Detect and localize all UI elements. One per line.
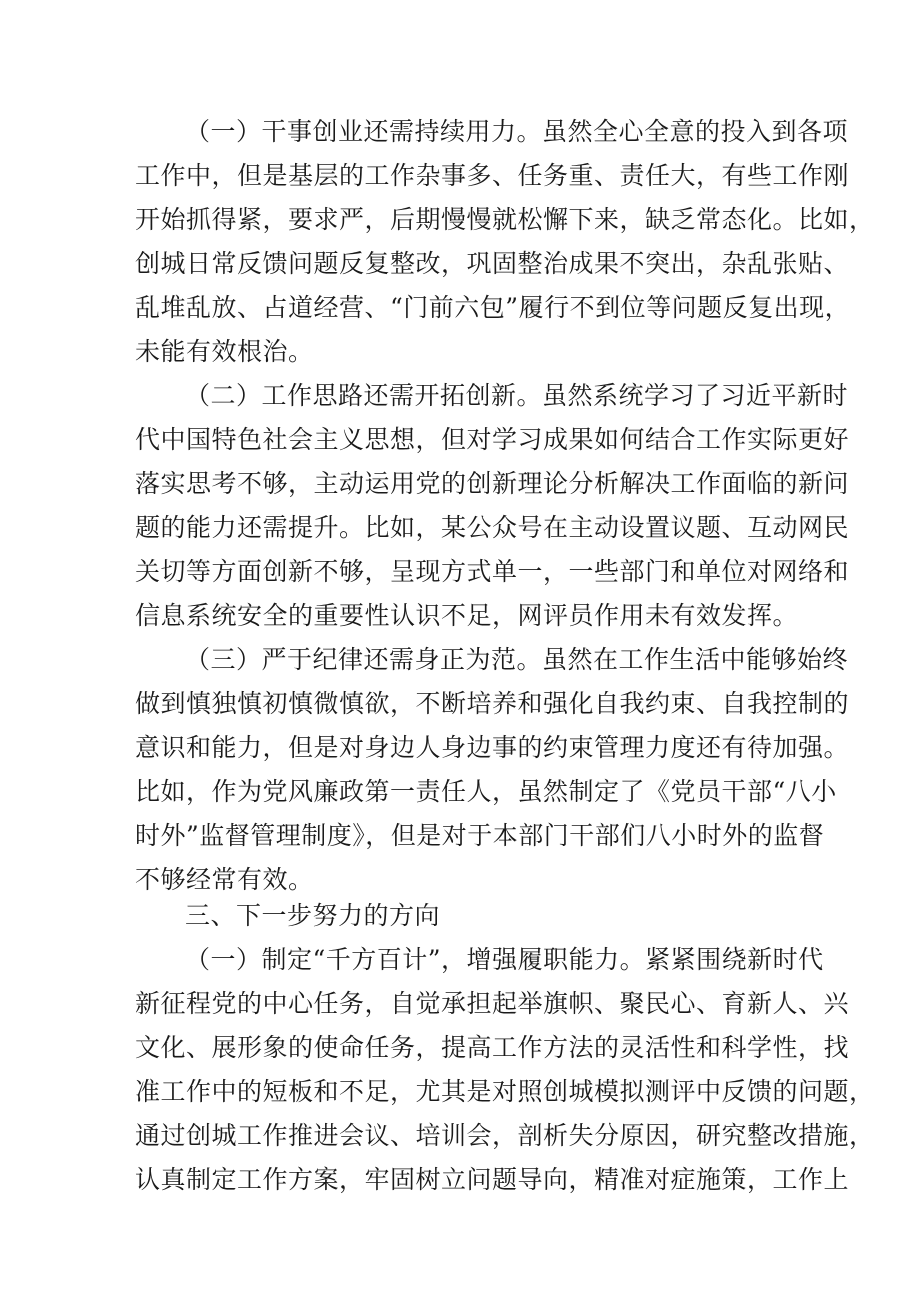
paragraph-line: （一）干事创业还需持续用力。虽然全心全意的投入到各项 (185, 117, 849, 146)
paragraph-line: 做到慎独慎初慎微慎欲，不断培养和强化自我约束、自我控制的 (135, 689, 850, 718)
paragraph-line: （三）严于纪律还需身正为范。虽然在工作生活中能够始终 (185, 645, 849, 674)
paragraph-line: 开始抓得紧，要求严，后期慢慢就松懈下来，缺乏常态化。比如， (135, 205, 875, 234)
paragraph-line: 新征程党的中心任务，自觉承担起举旗帜、聚民心、育新人、兴 (135, 989, 850, 1018)
paragraph-line: 准工作中的短板和不足，尤其是对照创城模拟测评中反馈的问题， (135, 1077, 875, 1106)
section-heading: 三、下一步努力的方向 (185, 901, 441, 930)
paragraph-line: 意识和能力，但是对身边人身边事的约束管理力度还有待加强。 (135, 733, 850, 762)
paragraph-line: 关切等方面创新不够，呈现方式单一，一些部门和单位对网络和 (135, 557, 850, 586)
paragraph-line: 通过创城工作推进会议、培训会，剖析失分原因，研究整改措施， (135, 1121, 875, 1150)
paragraph-line: 工作中，但是基层的工作杂事多、任务重、责任大，有些工作刚 (135, 161, 850, 190)
paragraph-line: （一）制定“千方百计”，增强履职能力。紧紧围绕新时代 (185, 945, 824, 974)
paragraph-line: 信息系统安全的重要性认识不足，网评员作用未有效发挥。 (135, 601, 799, 630)
paragraph-line: 落实思考不够，主动运用党的创新理论分析解决工作面临的新问 (135, 469, 850, 498)
paragraph-line: 题的能力还需提升。比如，某公众号在主动设置议题、互动网民 (135, 513, 850, 542)
paragraph-line: 比如，作为党风廉政第一责任人，虽然制定了《党员干部“八小 (135, 777, 837, 806)
paragraph-line: 认真制定工作方案，牢固树立问题导向，精准对症施策，工作上 (135, 1165, 850, 1194)
paragraph-line: 未能有效根治。 (135, 337, 314, 366)
paragraph-line: 不够经常有效。 (135, 865, 314, 894)
paragraph-line: （二）工作思路还需开拓创新。虽然系统学习了习近平新时 (185, 381, 849, 410)
paragraph-line: 文化、展形象的使命任务，提高工作方法的灵活性和科学性，找 (135, 1033, 850, 1062)
paragraph-line: 代中国特色社会主义思想，但对学习成果如何结合工作实际更好 (135, 425, 850, 454)
paragraph-line: 乱堆乱放、占道经营、“门前六包”履行不到位等问题反复出现， (135, 293, 851, 322)
paragraph-line: 时外”监督管理制度》，但是对于本部门干部们八小时外的监督 (135, 821, 825, 850)
paragraph-line: 创城日常反馈问题反复整改，巩固整治成果不突出，杂乱张贴、 (135, 249, 850, 278)
